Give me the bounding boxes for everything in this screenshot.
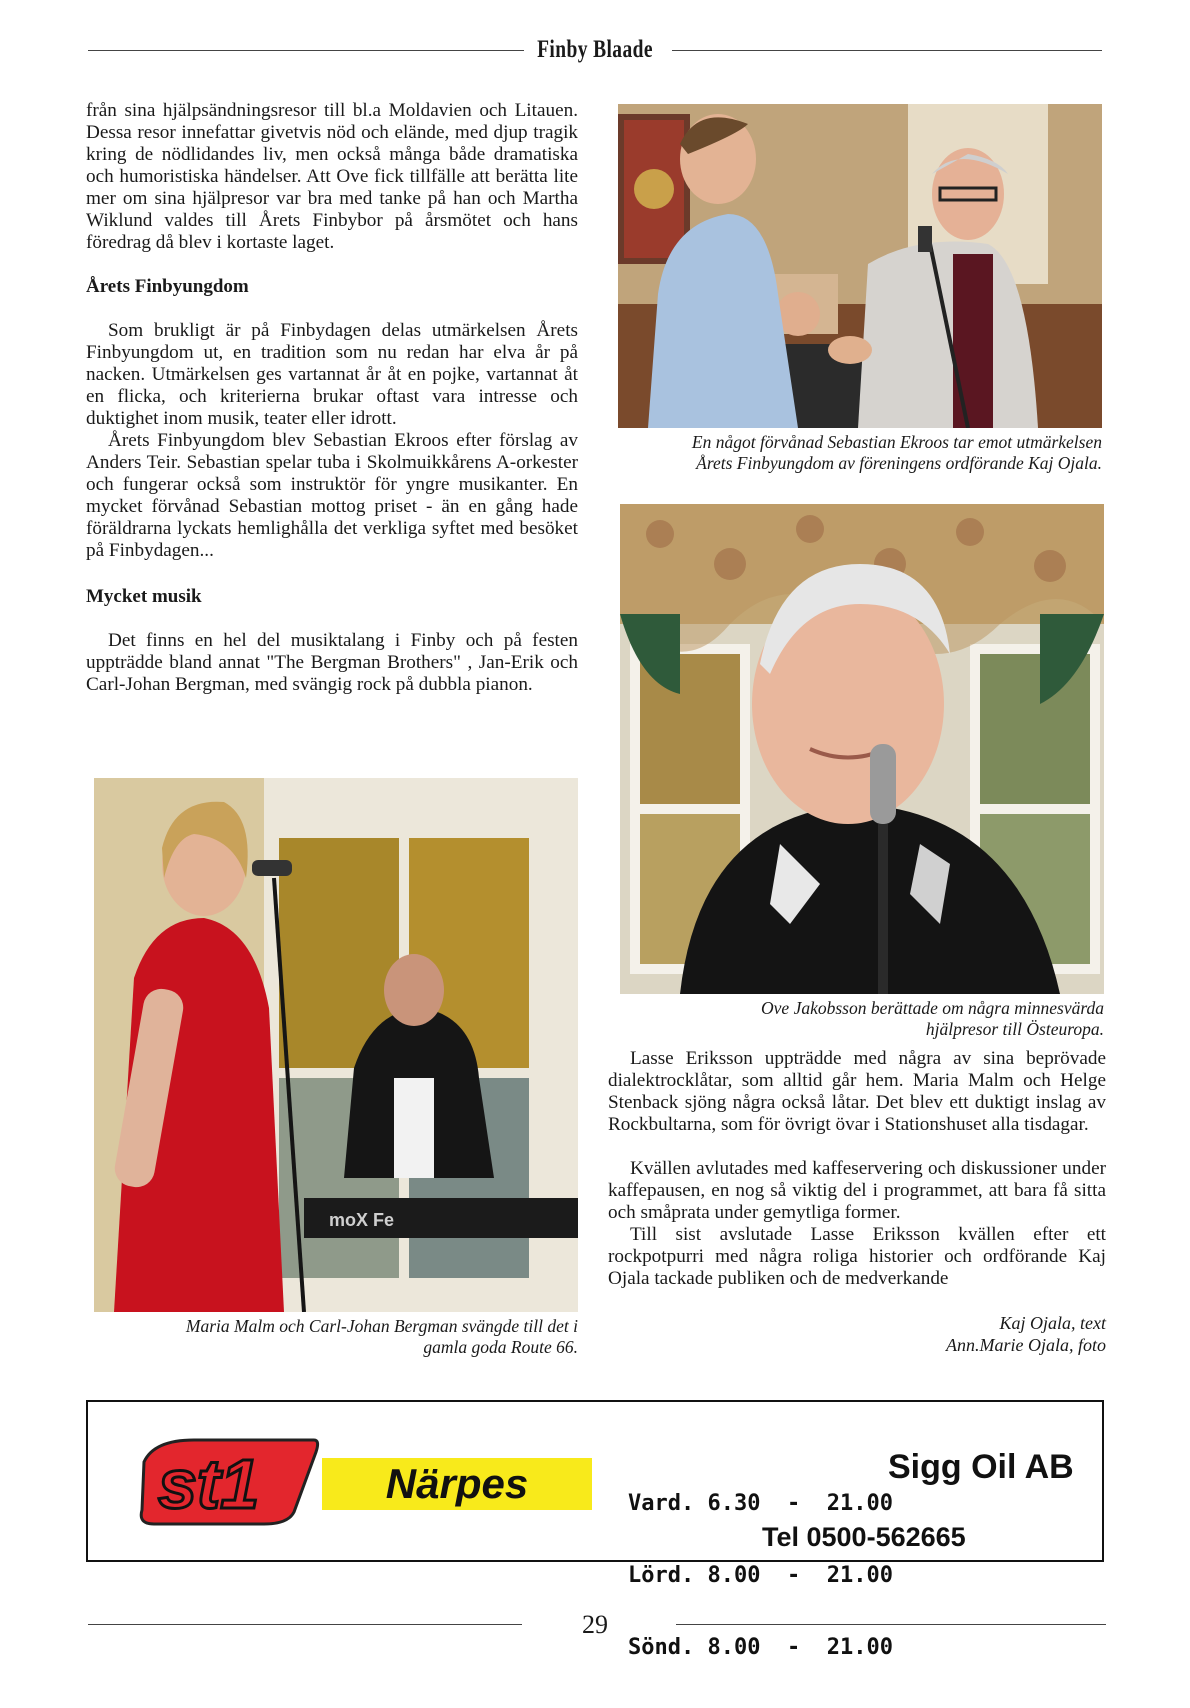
page-number: 29 [582,1610,608,1639]
st1-logo-text: st1 [158,1445,260,1523]
credits [608,1312,1106,1356]
paragraph: Det finns en hel del musiktalang i Finby och på festen uppträdde bland annat "The Bergman Brothers" , Jan-Erik och Carl-Johan Bergman, med svängig rock på dubbla pianon. [86,630,578,695]
heading-mycket-musik: Mycket musik [86,586,202,607]
keyboard-label: moX Fe [329,1210,395,1230]
opening-hours [628,1444,893,1708]
publication-title: Finby Blaade [537,36,653,63]
caption-ove: Ove Jakobsson berättade om några minnesvärda hjälpresor till Östeuropa. [761,998,1104,1039]
paragraph: Lasse Eriksson uppträdde med några av sina beprövade dialektrocklåtar, som alltid går hem. Maria Malm och Helge Stenback sjöng några också låtar. Det blev ett duktigt inslag av Rockbultarna, som för övrigt övar i Stationshuset alla tisdagar. [608,1048,1106,1135]
caption-singers: Maria Malm och Carl-Johan Bergman svängde till det i gamla goda Route 66. [185,1316,578,1357]
paragraph: Årets Finbyungdom blev Sebastian Ekroos efter förslag av Anders Teir. Sebastian spelar tuba i Skolmuikkårens A-orkester och fungerar också som instruktör för yngre musikanter. En mycket förvånad Sebastian mottog priset - än en gång hade föräldrarna lyckats hemlighålla det verkliga syftet med besöket på Finbydagen... [86,430,578,561]
photo-maria-malm-singing [94,778,578,1312]
photo-ove-jakobsson [620,504,1104,994]
heading-arets-finbyungdom: Årets Finbyungdom [86,276,249,297]
credit-photo: Ann.Marie Ojala, foto [946,1335,1106,1355]
caption-handshake: En något förvånad Sebastian Ekroos tar emot utmärkelsen Årets Finbyungdom av föreningens ordförande Kaj Ojala. [691,432,1102,473]
hours-row: Sönd. 8.00 - 21.00 [628,1635,893,1660]
photo-handshake [618,104,1102,428]
right-text-column [608,1048,1106,1356]
company-name: Sigg Oil AB [888,1448,1074,1486]
paragraph: Som brukligt är på Finbydagen delas utmärkelsen Årets Finbyungdom ut, en tradition som nu redan har elva år på nacken. Utmärkelsen ges vartannat år åt en pojke, vartannat åt en flicka, och kriterierna brukar oftast vara intresse och duktighet inom musik, teater eller idrott. [86,320,578,429]
intro-paragraph: från sina hjälpsändningsresor till bl.a Moldavien och Litauen. Dessa resor innefattar givetvis nöd och elände, med djup tragik kring de nödlidandes liv, men också många både dramatiska och humoristiska händelser. Att Ove fick tillfälle att berätta lite mer om sina hjälpresor var bra med tanke på han och Martha Wiklund valdes till Årets Finbybor på årsmötet och hans föredrag då blev i kortaste laget. [86,100,578,253]
hours-row: Lörd. 8.00 - 21.00 [628,1563,893,1588]
phone-number: Tel 0500-562665 [762,1522,966,1552]
credit-text: Kaj Ojala, text [999,1313,1106,1333]
st1-logo [134,1432,324,1532]
hours-row: Vard. 6.30 - 21.00 [628,1491,893,1516]
paragraph: Kvällen avlutades med kaffeservering och diskussioner under kaffepausen, en nog så viktig del i programmet, att bara få sitta och småprata under gemytliga former. [608,1158,1106,1223]
town-name-banner: Närpes [322,1458,592,1510]
paragraph: Till sist avslutade Lasse Eriksson kvällen efter ett rockpotpurri med några roliga historier och ordförande Kaj Ojala tackade publiken och de medverkande [608,1224,1106,1289]
left-text-column [86,100,578,696]
